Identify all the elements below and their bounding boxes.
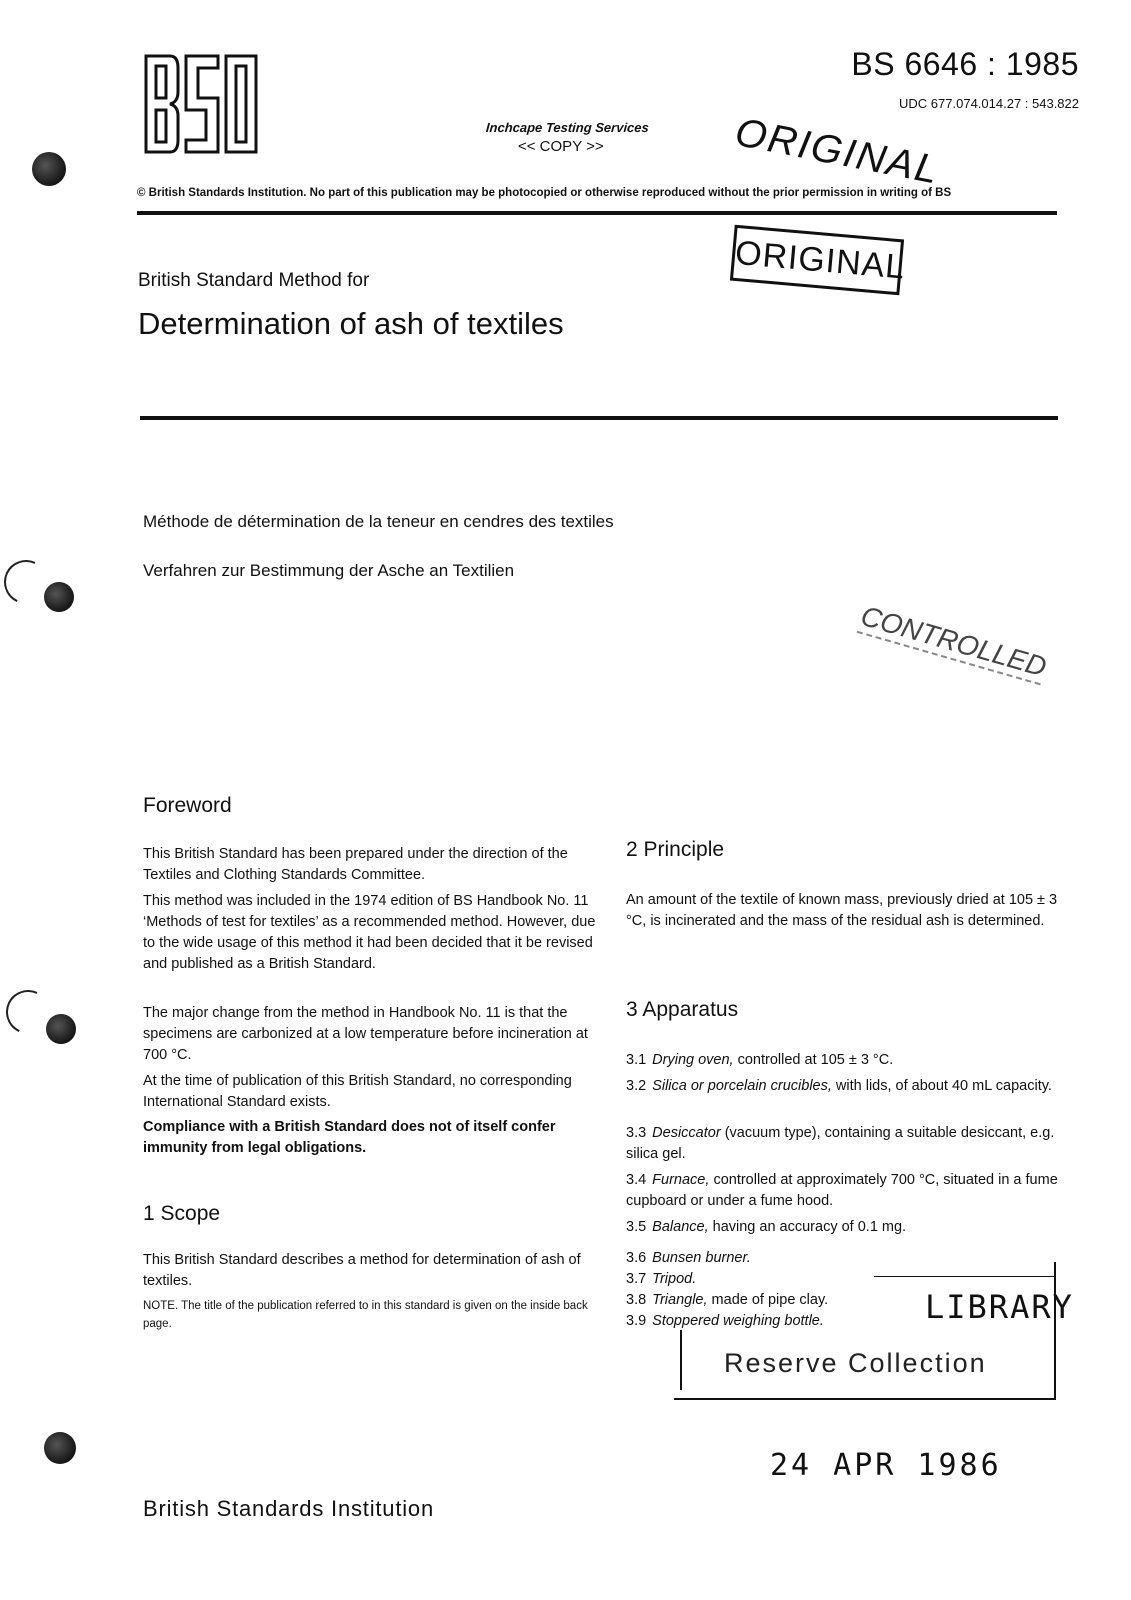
apparatus-heading: 3 Apparatus	[626, 998, 739, 1021]
library-stamp-frame	[674, 1262, 1056, 1400]
copyright-line: © British Standards Institution. No part of this publication may be photocopied or otherwise reproduced without the prior permission in writing of BS	[137, 187, 952, 199]
apparatus-item: 3.4 Furnace, controlled at approximately 700 °C, situated in a fume cupboard or under a fume hood.	[626, 1172, 1058, 1209]
scope-note: NOTE. The title of the publication referred to in this standard is given on the inside back page.	[143, 1300, 588, 1330]
title-divider	[140, 416, 1058, 420]
bsi-logo	[142, 52, 260, 156]
apparatus-item: 3.3 Desiccator (vacuum type), containing a suitable desiccant, e.g. silica gel.	[626, 1125, 1055, 1162]
punch-hole-top	[32, 152, 66, 186]
principle-heading: 2 Principle	[626, 838, 725, 861]
foreword-paragraph: This British Standard has been prepared under the direction of the Textiles and Clothing Standards Committee.	[143, 846, 568, 883]
compliance-notice: Compliance with a British Standard does not of itself confer immunity from legal obligations.	[143, 1119, 556, 1156]
french-title: Méthode de détermination de la teneur en cendres des textiles	[143, 512, 614, 531]
date-received-stamp: 24 APR 1986	[770, 1448, 1002, 1483]
header-divider	[137, 211, 1057, 215]
title-lead: British Standard Method for	[138, 270, 370, 291]
copy-stamp-company: Inchcape Testing Services	[485, 120, 650, 135]
german-title: Verfahren zur Bestimmung der Asche an Textilien	[143, 561, 515, 580]
library-stamp-left-edge	[680, 1330, 682, 1390]
punch-hole-lower	[46, 1014, 76, 1044]
controlled-stamp: CONTROLLED	[857, 600, 1050, 685]
document-title: Determination of ash of textiles	[138, 306, 564, 341]
copy-stamp-label: << COPY >>	[518, 138, 604, 155]
punch-hole-bottom	[44, 1432, 76, 1464]
scope-text: This British Standard describes a method for determination of ash of textiles.	[143, 1252, 581, 1289]
apparatus-item: 3.6 Bunsen burner.	[626, 1250, 751, 1266]
apparatus-item: 3.2 Silica or porcelain crucibles, with lids, of about 40 mL capacity.	[626, 1078, 1052, 1094]
boxed-original-stamp: ORIGINAL	[730, 225, 904, 296]
foreword-paragraph: The major change from the method in Handbook No. 11 is that the specimens are carbonized at a low temperature before incineration at 700 °C.	[143, 1005, 588, 1063]
apparatus-item: 3.7 Tripod.	[626, 1271, 697, 1287]
udc-code: UDC 677.074.014.27 : 543.822	[899, 96, 1079, 111]
foreword-paragraph: At the time of publication of this British Standard, no corresponding International Standard exists.	[143, 1073, 572, 1110]
apparatus-item: 3.5 Balance, having an accuracy of 0.1 mg.	[626, 1219, 907, 1235]
apparatus-item: 3.8 Triangle, made of pipe clay.	[626, 1292, 829, 1308]
handwritten-original-stamp: ORIGINAL	[731, 110, 944, 193]
library-stamp-subtitle: Reserve Collection	[724, 1348, 987, 1378]
apparatus-item: 3.1 Drying oven, controlled at 105 ± 3 °C.	[626, 1052, 894, 1068]
principle-text: An amount of the textile of known mass, previously dried at 105 ± 3 °C, is incinerated and the mass of the residual ash is determined.	[626, 892, 1058, 929]
foreword-heading: Foreword	[143, 794, 232, 817]
standard-number: BS 6646 : 1985	[851, 46, 1079, 82]
library-stamp-title: LIBRARY	[925, 1288, 1074, 1326]
apparatus-item: 3.9 Stoppered weighing bottle.	[626, 1313, 824, 1329]
foreword-paragraph: This method was included in the 1974 edition of BS Handbook No. 11 ‘Methods of test for textiles’ as a recommended method. However, due to the wide usage of this method it had been decided that it be revised and published as a British Standard.	[143, 893, 596, 972]
scope-heading: 1 Scope	[143, 1202, 221, 1225]
punch-hole-mid	[44, 582, 74, 612]
footer-publisher: British Standards Institution	[143, 1496, 435, 1521]
